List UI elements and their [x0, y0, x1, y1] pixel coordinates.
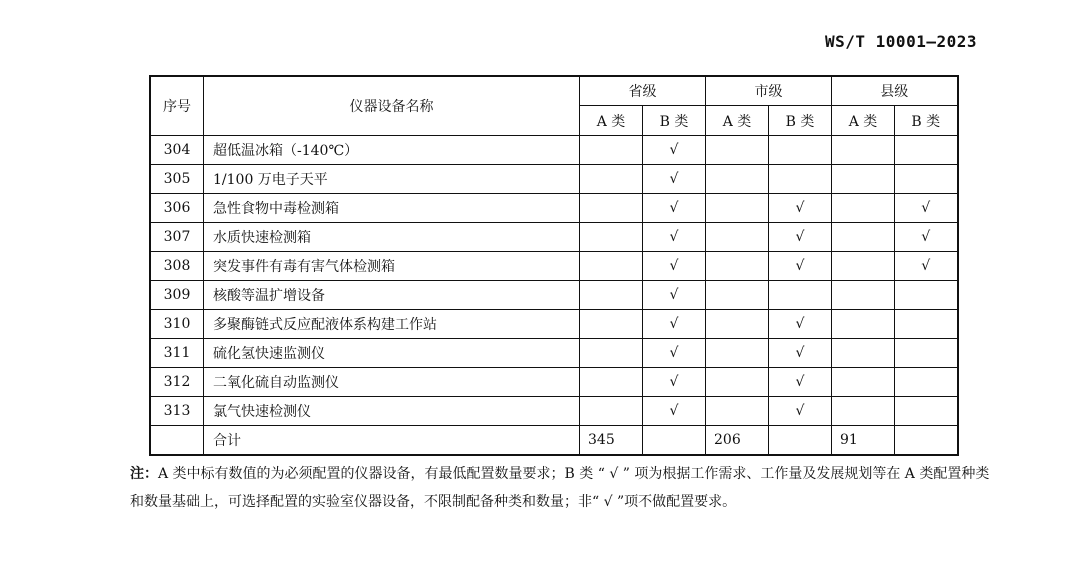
header-county-b: B 类 [895, 106, 958, 136]
total-city-b [769, 426, 832, 456]
table-header-row [150, 76, 958, 106]
check-cell-xb: √ [895, 252, 958, 281]
check-cell-cb: √ [769, 397, 832, 426]
check-cell-cb [769, 281, 832, 310]
check-cell-ca [706, 397, 769, 426]
check-cell-cb: √ [769, 368, 832, 397]
check-cell-cb: √ [769, 223, 832, 252]
equipment-name: 急性食物中毒检测箱 [204, 194, 580, 223]
note-prefix: 注： [130, 466, 158, 482]
table-row [150, 223, 958, 252]
header-province-b: B 类 [643, 106, 706, 136]
check-cell-ca [706, 281, 769, 310]
check-cell-pb: √ [643, 165, 706, 194]
check-cell-xa [832, 194, 895, 223]
header-province-a: A 类 [580, 106, 643, 136]
header-no: 序号 [150, 76, 204, 136]
check-cell-ca [706, 310, 769, 339]
header-city: 市级 [706, 76, 832, 106]
header-name: 仪器设备名称 [204, 76, 580, 136]
check-cell-ca [706, 223, 769, 252]
check-cell-ca [706, 136, 769, 165]
check-cell-pa [580, 165, 643, 194]
check-cell-xa [832, 368, 895, 397]
check-cell-ca [706, 339, 769, 368]
check-cell-pa [580, 368, 643, 397]
equipment-name: 超低温冰箱（-140℃） [204, 136, 580, 165]
check-cell-pb: √ [643, 223, 706, 252]
check-cell-cb: √ [769, 252, 832, 281]
check-cell-xa [832, 223, 895, 252]
check-cell-xb [895, 165, 958, 194]
check-cell-pb: √ [643, 194, 706, 223]
check-cell-pb: √ [643, 252, 706, 281]
check-cell-xb [895, 397, 958, 426]
header-county-a: A 类 [832, 106, 895, 136]
check-cell-pa [580, 252, 643, 281]
table-row [150, 281, 958, 310]
row-number: 313 [150, 397, 204, 426]
check-cell-cb: √ [769, 194, 832, 223]
total-no [150, 426, 204, 456]
check-cell-pb: √ [643, 368, 706, 397]
check-cell-ca [706, 368, 769, 397]
check-cell-pb: √ [643, 397, 706, 426]
equipment-name: 1/100 万电子天平 [204, 165, 580, 194]
equipment-name: 多聚酶链式反应配液体系构建工作站 [204, 310, 580, 339]
check-cell-xb [895, 368, 958, 397]
check-cell-pa [580, 397, 643, 426]
equipment-name: 氯气快速检测仪 [204, 397, 580, 426]
table-row [150, 194, 958, 223]
row-number: 310 [150, 310, 204, 339]
check-cell-xb: √ [895, 223, 958, 252]
row-number: 308 [150, 252, 204, 281]
check-cell-xa [832, 310, 895, 339]
total-province-a: 345 [580, 426, 643, 456]
check-cell-pa [580, 339, 643, 368]
check-cell-pb: √ [643, 136, 706, 165]
total-province-b [643, 426, 706, 456]
table-total-row [150, 426, 958, 456]
check-cell-pa [580, 136, 643, 165]
table-row [150, 368, 958, 397]
check-cell-ca [706, 165, 769, 194]
table-row [150, 165, 958, 194]
row-number: 312 [150, 368, 204, 397]
total-county-a: 91 [832, 426, 895, 456]
check-cell-pa [580, 194, 643, 223]
check-cell-cb: √ [769, 310, 832, 339]
equipment-name: 水质快速检测箱 [204, 223, 580, 252]
header-city-b: B 类 [769, 106, 832, 136]
row-number: 307 [150, 223, 204, 252]
table-row [150, 397, 958, 426]
table-row [150, 252, 958, 281]
check-cell-cb [769, 136, 832, 165]
equipment-name: 硫化氢快速监测仪 [204, 339, 580, 368]
check-cell-xb [895, 281, 958, 310]
check-cell-pa [580, 310, 643, 339]
row-number: 311 [150, 339, 204, 368]
check-cell-xa [832, 252, 895, 281]
table-row [150, 339, 958, 368]
table-row [150, 136, 958, 165]
check-cell-ca [706, 252, 769, 281]
total-county-b [895, 426, 958, 456]
check-cell-pb: √ [643, 339, 706, 368]
check-cell-xa [832, 136, 895, 165]
note-text: A 类中标有数值的为必须配置的仪器设备，有最低配置数量要求；B 类 “ √ ” 项为根据工作需求、工作量及发展规划等在 A 类配置种类和数量基础上，可选择配置的实验室仪器设备，不限制配备种类和数量；非“ √ ”项不做配置要求。 [130, 466, 990, 510]
check-cell-xa [832, 339, 895, 368]
header-province: 省级 [580, 76, 706, 106]
check-cell-xa [832, 281, 895, 310]
check-cell-cb [769, 165, 832, 194]
row-number: 305 [150, 165, 204, 194]
header-city-a: A 类 [706, 106, 769, 136]
check-cell-xb [895, 136, 958, 165]
equipment-name: 核酸等温扩增设备 [204, 281, 580, 310]
total-city-a: 206 [706, 426, 769, 456]
table-note [130, 460, 990, 516]
check-cell-cb: √ [769, 339, 832, 368]
check-cell-ca [706, 194, 769, 223]
check-cell-pa [580, 223, 643, 252]
check-cell-xb [895, 310, 958, 339]
check-cell-xa [832, 397, 895, 426]
equipment-name: 突发事件有毒有害气体检测箱 [204, 252, 580, 281]
check-cell-xb: √ [895, 194, 958, 223]
table-row [150, 310, 958, 339]
row-number: 306 [150, 194, 204, 223]
row-number: 309 [150, 281, 204, 310]
equipment-name: 二氧化硫自动监测仪 [204, 368, 580, 397]
document-code: WS/T 10001—2023 [825, 32, 977, 51]
check-cell-pa [580, 281, 643, 310]
check-cell-xb [895, 339, 958, 368]
check-cell-xa [832, 165, 895, 194]
check-cell-pb: √ [643, 310, 706, 339]
total-label: 合计 [204, 426, 580, 456]
row-number: 304 [150, 136, 204, 165]
check-cell-pb: √ [643, 281, 706, 310]
equipment-table [149, 75, 959, 456]
header-county: 县级 [832, 76, 958, 106]
